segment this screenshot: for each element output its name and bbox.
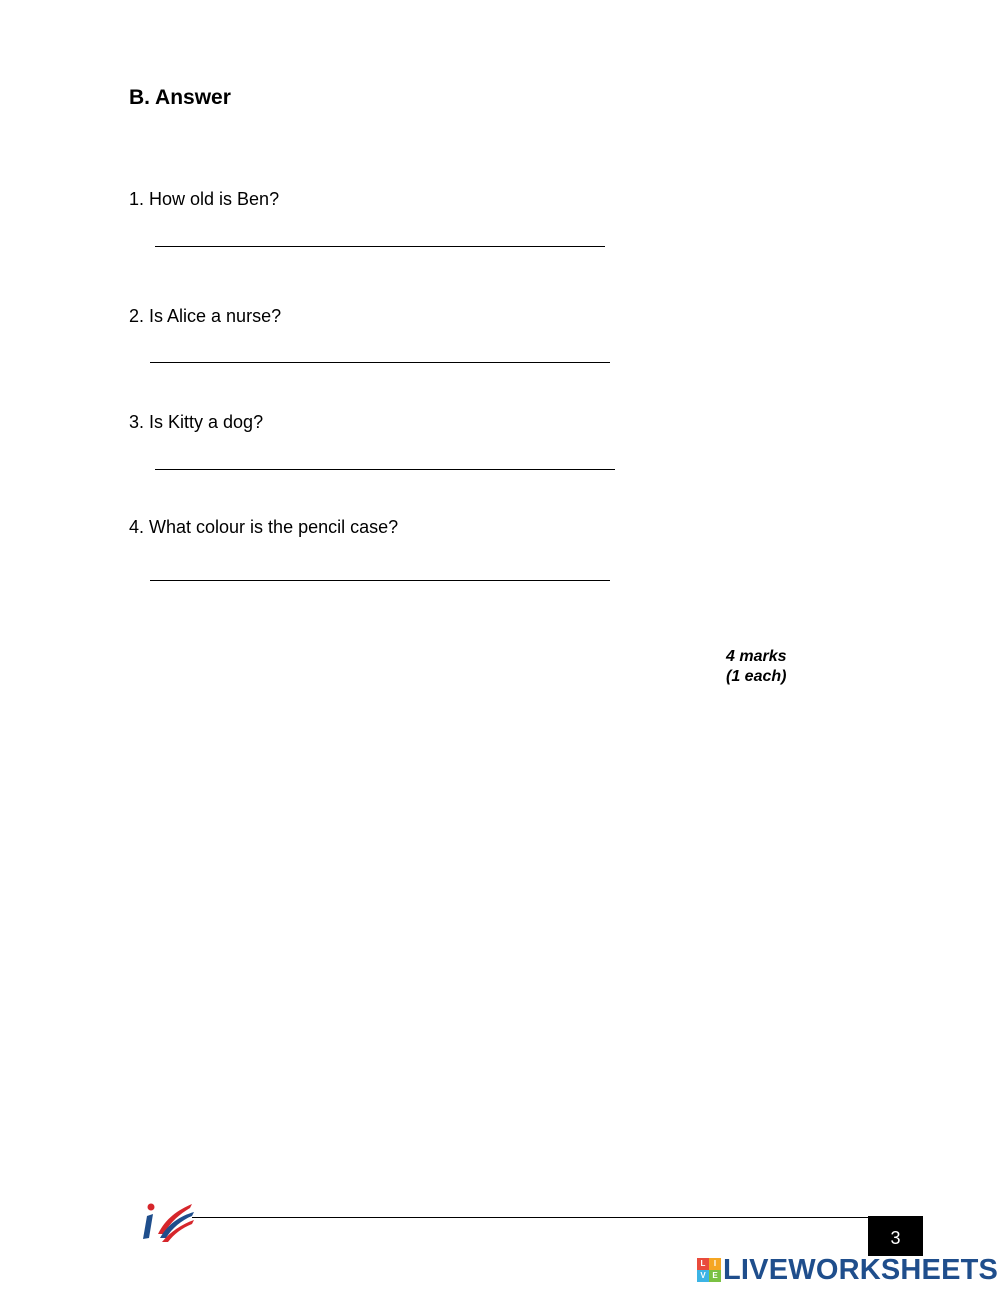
question-4: 4. What colour is the pencil case? bbox=[129, 517, 399, 537]
i-logo-icon bbox=[138, 1198, 198, 1248]
marks-total: 4 marks bbox=[726, 648, 787, 665]
page-number: 3 bbox=[868, 1216, 923, 1256]
liveworksheets-badge-icon bbox=[697, 1258, 721, 1282]
badge-letter-l: L bbox=[697, 1258, 709, 1270]
answer-line-2[interactable] bbox=[150, 362, 610, 363]
answer-line-1[interactable] bbox=[155, 246, 605, 247]
badge-letter-e: E bbox=[709, 1270, 721, 1282]
badge-letter-i: I bbox=[709, 1258, 721, 1270]
liveworksheets-text: LIVEWORKSHEETS bbox=[723, 1253, 999, 1286]
marks-each: (1 each) bbox=[726, 668, 787, 685]
answer-line-3[interactable] bbox=[155, 469, 615, 470]
section-heading: B. Answer bbox=[129, 86, 231, 109]
question-2: 2. Is Alice a nurse? bbox=[129, 306, 282, 326]
footer-rule bbox=[192, 1217, 870, 1218]
badge-letter-v: V bbox=[697, 1270, 709, 1282]
question-1: 1. How old is Ben? bbox=[129, 189, 280, 209]
question-3: 3. Is Kitty a dog? bbox=[129, 412, 264, 432]
marks-note bbox=[726, 647, 787, 687]
answer-line-4[interactable] bbox=[150, 580, 610, 581]
liveworksheets-brand[interactable] bbox=[697, 1253, 998, 1287]
